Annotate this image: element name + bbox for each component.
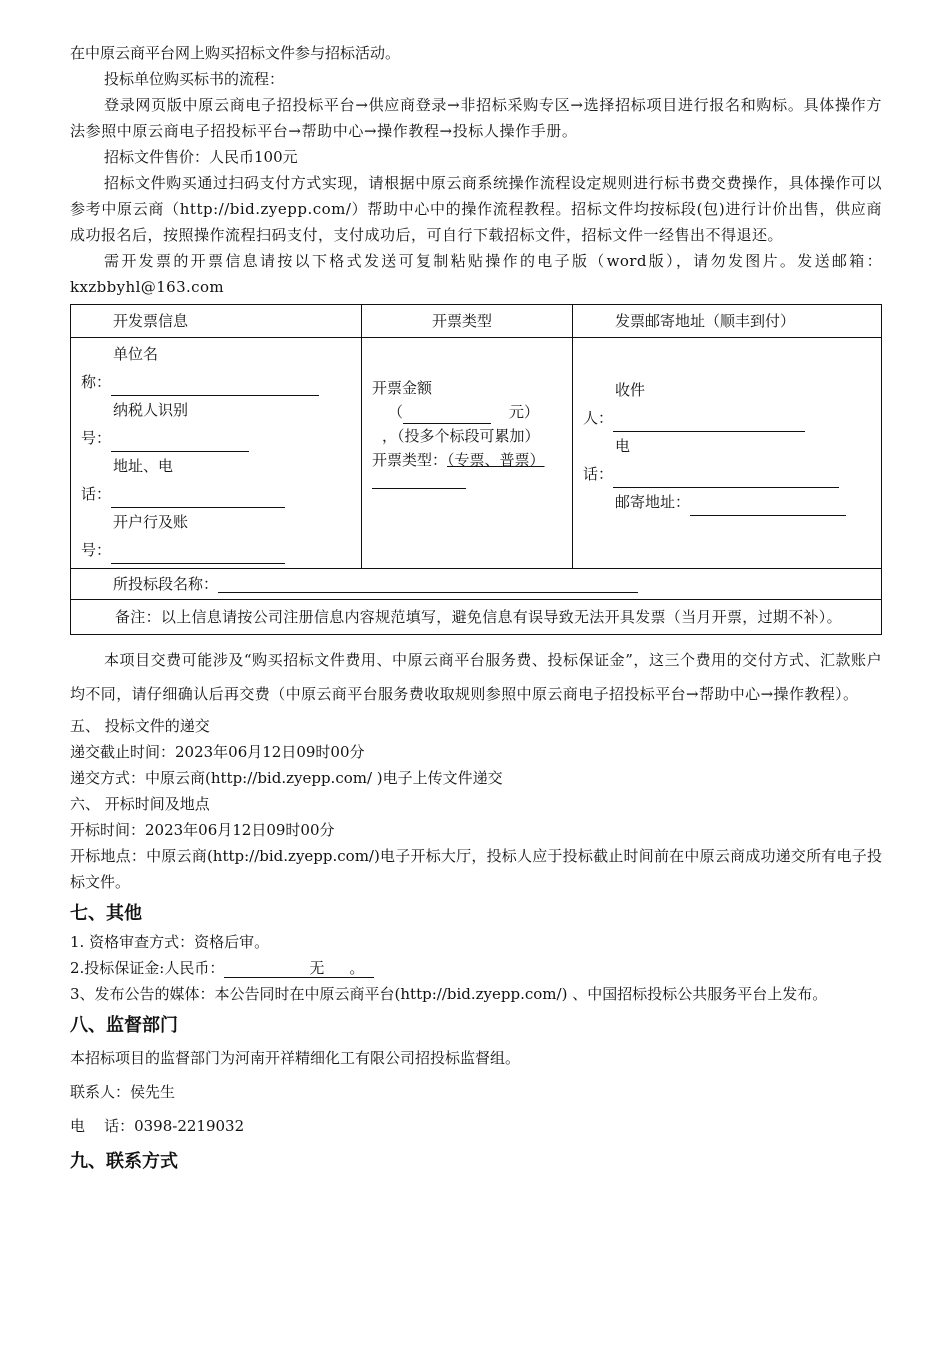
address-phone-field[interactable] xyxy=(111,489,285,508)
table-header-address: 发票邮寄地址（顺丰到付） xyxy=(615,312,796,330)
section-9-title: 九、联系方式 xyxy=(70,1151,178,1172)
unit-name-label: 单位名 xyxy=(113,345,159,363)
bank-account-label: 开户行及账 xyxy=(113,513,189,531)
address-phone-label-end: 话： xyxy=(81,485,112,503)
bond-label: 2.投标保证金:人民币： xyxy=(70,959,225,977)
section-6-title: 六、 开标时间及地点 xyxy=(70,795,210,813)
recipient-phone-field[interactable] xyxy=(613,469,839,488)
recipient-label-end: 人： xyxy=(583,409,614,427)
price-line: 招标文件售价：人民币100元 xyxy=(104,148,298,166)
recipient-phone-label-end: 话： xyxy=(583,465,614,483)
unit-name-label-end: 称： xyxy=(81,373,112,391)
tax-id-field[interactable] xyxy=(111,433,249,452)
address-phone-label: 地址、电 xyxy=(113,457,174,475)
recipient-field[interactable] xyxy=(613,413,805,432)
invoice-type-value[interactable]: （专票、普票） xyxy=(447,451,545,469)
intro-line: 在中原云商平台网上购买招标文件参与招标活动。 xyxy=(70,44,401,62)
buy-text: 招标文件购买通过扫码支付方式实现，请根据中原云商系统操作流程设定规则进行标书费交费操作，具体操作可以参考中原云商（http://bid.zyepp.com/）帮助中心中的操作流程教程。招标文件均按标段(包)进行计价出售，供应商成功报名后，按照操作流程扫码支付，支付成功后，可自行下载招标文件，招标文件一经售出不得退还。 xyxy=(70,174,882,244)
phone-value: 0398-2219032 xyxy=(134,1117,245,1135)
table-header-info: 开发票信息 xyxy=(113,312,189,330)
mail-address-label: 邮寄地址： xyxy=(615,493,691,511)
recipient-phone-label: 电 xyxy=(615,437,631,455)
invoice-amount-label: 开票金额 xyxy=(372,379,433,397)
bank-account-field[interactable] xyxy=(111,545,285,564)
amount-paren: （ xyxy=(388,403,404,421)
section-7-title: 七、其他 xyxy=(70,903,142,924)
invoice-table xyxy=(70,304,882,635)
contact-person-line: 联系人：侯先生 xyxy=(70,1083,176,1101)
invoice-amount-field[interactable] xyxy=(403,405,491,424)
table-header-type: 开票类型 xyxy=(432,312,493,330)
supervision-dept-line: 本招标项目的监督部门为河南开祥精细化工有限公司招投标监督组。 xyxy=(70,1049,521,1067)
multi-section-note: ，（投多个标段可累加） xyxy=(382,427,540,445)
tax-id-label-end: 号： xyxy=(81,429,112,447)
recipient-label: 收件 xyxy=(615,381,646,399)
deadline-line: 递交截止时间：2023年06月12日09时00分 xyxy=(70,743,365,761)
bank-account-label-end: 号： xyxy=(81,541,112,559)
contact-phone-line xyxy=(70,1109,882,1143)
bond-value: 无 xyxy=(309,959,325,977)
opening-time-line: 开标时间：2023年06月12日09时00分 xyxy=(70,821,335,839)
remark-text: 备注：以上信息请按公司注册信息内容规范填写，避免信息有误导致无法开具发票（当月开票，过期不补）。 xyxy=(115,608,842,626)
invoice-type-label: 开票类型： xyxy=(372,451,448,469)
section-8-title: 八、监督部门 xyxy=(70,1015,178,1036)
unit-name-field[interactable] xyxy=(111,377,319,396)
amount-unit: 元） xyxy=(509,403,540,421)
mail-address-field[interactable] xyxy=(690,497,846,516)
document-page xyxy=(70,40,882,1177)
section-5-title: 五、 投标文件的递交 xyxy=(70,717,210,735)
invoice-type-underline xyxy=(372,476,466,489)
bond-line xyxy=(70,955,882,981)
flow-title: 投标单位购买标书的流程： xyxy=(104,70,285,88)
fee-text: 本项目交费可能涉及“购买招标文件费用、中原云商平台服务费、投标保证金”，这三个费用的交付方式、汇款账户均不同，请仔细确认后再交费（中原云商平台服务费收取规则参照中原云商电子招投标平台→帮助中心→操作教程）。 xyxy=(70,651,882,703)
media-line: 3、发布公告的媒体：本公告同时在中原云商平台(http://bid.zyepp.com/) 、中国招标投标公共服务平台上发布。 xyxy=(70,985,828,1003)
qualification-line: 1. 资格审查方式：资格后审。 xyxy=(70,933,270,951)
flow-text: 登录网页版中原云商电子招投标平台→供应商登录→非招标采购专区→选择招标项目进行报名和购标。具体操作方法参照中原云商电子招投标平台→帮助中心→操作教程→投标人操作手册。 xyxy=(70,96,882,140)
bond-end: 。 xyxy=(349,959,365,977)
phone-label: 电 话： xyxy=(70,1117,135,1135)
invoice-note: 需开发票的开票信息请按以下格式发送可复制粘贴操作的电子版（word版），请勿发图片。发送邮箱：kxzbbyhl@163.com xyxy=(70,252,882,296)
opening-place-line: 开标地点：中原云商(http://bid.zyepp.com/)电子开标大厅，投标人应于投标截止时间前在中原云商成功递交所有电子投标文件。 xyxy=(70,847,882,891)
tax-id-label: 纳税人识别 xyxy=(113,401,189,419)
submit-method-line: 递交方式：中原云商(http://bid.zyepp.com/ )电子上传文件递交 xyxy=(70,769,503,787)
section-name-field[interactable] xyxy=(218,574,638,593)
section-name-label: 所投标段名称： xyxy=(113,575,219,593)
